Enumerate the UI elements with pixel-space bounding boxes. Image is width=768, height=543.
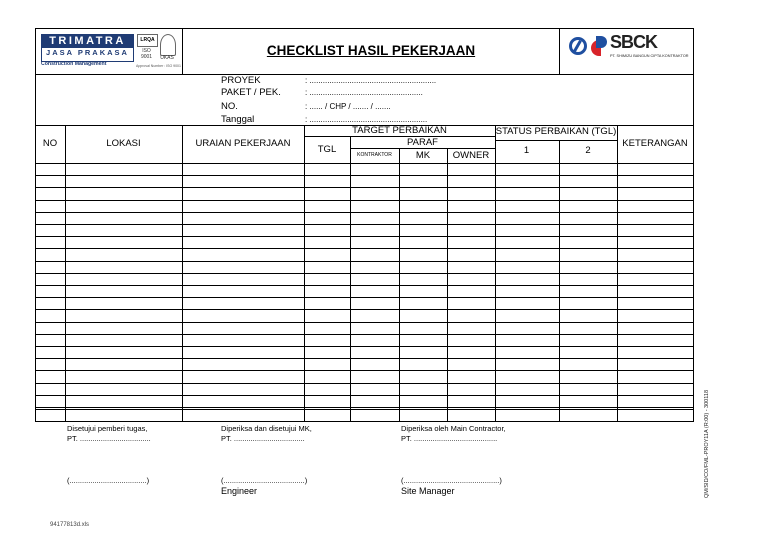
col-header-no: NO [42, 138, 58, 149]
table-row-line [35, 395, 694, 396]
sign-contractor-role: Site Manager [401, 486, 455, 496]
file-name: 94177813d.xls [50, 522, 90, 528]
table-column-line [559, 140, 560, 421]
table-row-line [35, 297, 694, 298]
table-column-line [65, 125, 66, 421]
form-title: CHECKLIST HASIL PEKERJAAN [266, 43, 476, 58]
header-vline-2 [559, 28, 560, 75]
tanggal-value: : ..................................................... [305, 115, 428, 124]
certification-badges [137, 34, 177, 62]
sign-approver-caption: Disetujui pemberi tugas, [67, 424, 148, 433]
sign-mk-caption: Diperiksa dan disetujui MK, [221, 424, 312, 433]
iso-badge: ISO 9001 [140, 48, 153, 60]
col-header-keterangan: KETERANGAN [622, 138, 688, 149]
col-header-lokasi: LOKASI [106, 138, 141, 149]
table-column-line [617, 141, 618, 421]
table-row-line [35, 236, 694, 237]
trimatra-logo-line1: TRIMATRA [49, 35, 126, 47]
table-row-line [35, 383, 694, 384]
sign-mk-company: PT. .................................. [221, 434, 305, 443]
table-column-line [399, 163, 400, 421]
form-code: QM/SID/CO/FML-PROY11A (R:00) - 300118 [704, 390, 710, 498]
border-left [35, 28, 36, 422]
table-row-line [35, 163, 694, 164]
sbck-mark-icon [591, 36, 607, 56]
no-label: NO. [221, 101, 238, 112]
table-row-line [35, 187, 694, 188]
tanggal-label: Tanggal [221, 114, 255, 125]
table-row-line [35, 421, 694, 422]
sign-contractor-caption: Diperiksa oleh Main Contractor, [401, 424, 506, 433]
table-row-line [35, 248, 694, 249]
sign-mk-name: (.......................................) [221, 476, 308, 485]
lrqa-badge: LRQA [137, 34, 158, 47]
table-row-line [35, 224, 694, 225]
table-row-line [35, 309, 694, 310]
sign-contractor-name: (..............................................) [401, 476, 502, 485]
table-row-line [35, 322, 694, 323]
table-column-line [182, 125, 183, 421]
col-header-status: STATUS PERBAIKAN (TGL) [495, 126, 617, 137]
table-column-line [304, 125, 305, 421]
col-header-kontraktor: KONTRAKTOR [357, 152, 392, 158]
trimatra-logo-line2: JASA PRAKASA [46, 48, 129, 57]
table-row-line [35, 175, 694, 176]
table-row-line [35, 273, 694, 274]
col-header-owner: OWNER [452, 150, 490, 161]
approval-note: Approval Number : ISO 9001 [136, 64, 181, 68]
col-header-status-2: 2 [585, 145, 591, 156]
table-row-line [35, 409, 694, 410]
col-header-mk: MK [415, 150, 431, 161]
sbck-brand: SBCK [610, 32, 658, 52]
paraf-subline [350, 148, 495, 149]
table-row-line [35, 334, 694, 335]
table-row-line [35, 407, 694, 408]
sbck-sub: PT. SHIMIZU BANGUN CIPTA KONTRAKTOR [610, 54, 689, 58]
no-value: : ...... / CHP / ....... / ....... [305, 102, 391, 111]
paket-value: : ................................................... [305, 88, 423, 97]
table-column-line [495, 125, 496, 421]
table-row-line [35, 358, 694, 359]
table-column-line [350, 136, 351, 421]
ukas-badge: UKAS [160, 55, 174, 61]
trimatra-logo [41, 34, 134, 62]
sign-approver-company: PT. .................................. [67, 434, 151, 443]
col-header-paraf: PARAF [407, 137, 438, 148]
table-row-line [35, 370, 694, 371]
status-subline [495, 140, 617, 141]
col-header-uraian: URAIAN PEKERJAAN [195, 138, 291, 149]
paket-label: PAKET / PEK. [221, 87, 281, 98]
table-row-line [35, 212, 694, 213]
col-header-status-1: 1 [523, 145, 530, 156]
sign-approver-name: (.....................................) [67, 476, 150, 485]
col-header-tgl: TGL [317, 144, 337, 155]
table-row-line [35, 200, 694, 201]
table-column-line [447, 163, 448, 421]
sign-contractor-company: PT. ........................................ [401, 434, 498, 443]
table-row-line [35, 346, 694, 347]
border-top [35, 28, 694, 29]
sbck-mark-blue [596, 36, 607, 48]
proyek-value: : ......................................................... [305, 76, 437, 85]
sign-mk-role: Engineer [221, 486, 258, 496]
col-header-target: TARGET PERBAIKAN [352, 125, 447, 136]
trimatra-logo-line3: Construction Management [41, 61, 107, 67]
table-row-line [35, 285, 694, 286]
table-row-line [35, 261, 694, 262]
ukas-crown-icon [160, 34, 176, 56]
proyek-label: PROYEK [221, 75, 261, 86]
border-right [693, 28, 694, 422]
